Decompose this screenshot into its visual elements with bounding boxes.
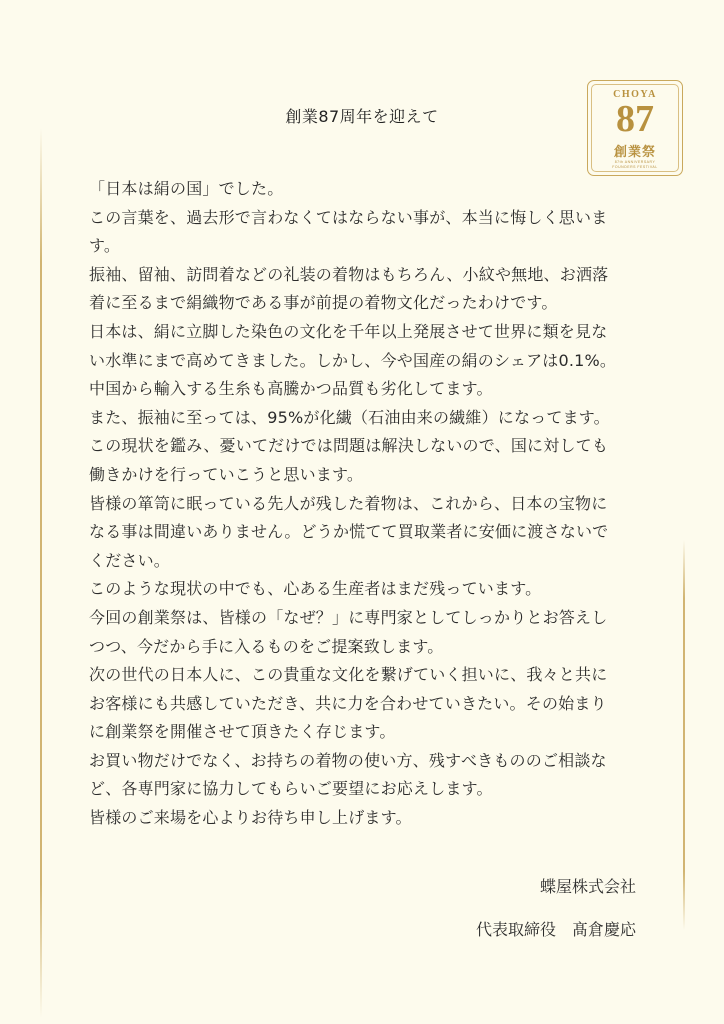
message-line: 皆様のご来場を心よりお待ち申し上げます。 <box>89 808 412 828</box>
message-line: 「日本は絹の国」でした。 <box>89 179 284 198</box>
message-body <box>89 175 649 833</box>
message-line: ど、各専門家に協力してもらいご要望にお応えします。 <box>89 779 493 799</box>
message-line: ください。 <box>89 550 171 570</box>
logo-brand: CHOYA <box>613 89 657 100</box>
message-line: この現状を鑑み、憂いてだけでは問題は解決しないので、国に対しても <box>89 436 609 456</box>
message-line: に創業祭を開催させて頂きたく存じます。 <box>89 722 396 742</box>
message-line: 中国から輸入する生糸も高騰かつ品質も劣化してます。 <box>89 379 493 399</box>
message-line: 今回の創業祭は、皆様の「なぜ？」に専門家としてしっかりとお答えし <box>89 607 608 627</box>
right-decorative-line <box>683 540 685 930</box>
page-title: 創業87周年を迎えて <box>285 107 439 126</box>
message-line: 次の世代の日本人に、この貴重な文化を繋げていく担いに、我々と共に <box>89 665 608 685</box>
logo-number: 87 <box>616 98 654 140</box>
logo-subtitle: 87th ANNIVERSARY FOUNDERS FESTIVAL <box>612 160 658 169</box>
message-line: い水準にまで高めてきました。しかし、今や国産の絹のシェアは0.1%。 <box>89 350 617 370</box>
signature-company: 蝶屋株式会社 <box>539 877 636 896</box>
signature-person: 代表取締役 髙倉慶応 <box>475 920 636 939</box>
message-line: 着に至るまで絹織物である事が前提の着物文化だったわけです。 <box>89 293 558 313</box>
left-decorative-line <box>40 128 42 1018</box>
message-line: お客様にも共感していただき、共に力を合わせていきたい。その始まり <box>89 693 607 713</box>
message-line: 振袖、留袖、訪問着などの礼装の着物はもちろん、小紋や無地、お洒落 <box>89 264 609 284</box>
message-line: この言葉を、過去形で言わなくてはならない事が、本当に悔しく思いま <box>89 207 608 227</box>
message-line: つつ、今だから手に入るものをご提案致します。 <box>89 636 444 656</box>
message-line: 皆様の箪笥に眠っている先人が残した着物は、これから、日本の宝物に <box>89 493 608 513</box>
logo-event: 創業祭 <box>613 145 656 160</box>
message-line: また、振袖に至っては、95%が化繊（石油由来の繊維）になってます。 <box>89 407 610 427</box>
message-line: このような現状の中でも、心ある生産者はまだ残っています。 <box>89 579 542 599</box>
message-line: お買い物だけでなく、お持ちの着物の使い方、残すべきもののご相談な <box>89 750 607 770</box>
message-line: す。 <box>89 236 121 256</box>
anniversary-logo <box>587 80 683 176</box>
message-line: なる事は間違いありません。どうか慌てて買取業者に安価に渡さないで <box>89 522 609 542</box>
message-line: 日本は、絹に立脚した染色の文化を千年以上発展させて世界に類を見な <box>89 321 608 341</box>
message-line: 働きかけを行っていこうと思います。 <box>89 464 364 484</box>
